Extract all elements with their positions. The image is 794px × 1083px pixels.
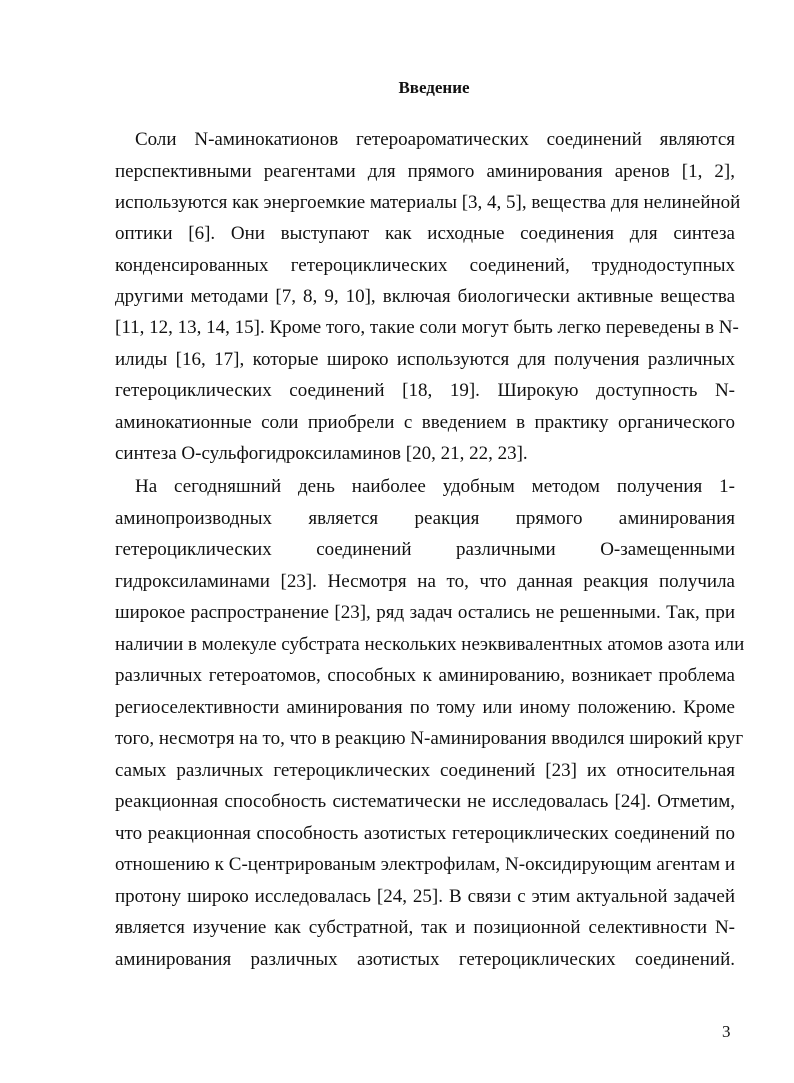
- text-line: другими методами [7, 8, 9, 10], включая биологически активные вещества: [115, 286, 735, 307]
- page-number: 3: [722, 1022, 731, 1041]
- text-line: используются как энергоемкие материалы [3, 4, 5], вещества для нелинейной: [115, 192, 741, 213]
- text-line: протону широко исследовалась [24, 25]. В связи с этим актуальной задачей: [115, 886, 735, 907]
- text-line: На сегодняшний день наиболее удобным методом получения 1-: [135, 476, 735, 497]
- text-line: различных гетероатомов, способных к аминированию, возникает проблема: [115, 665, 735, 686]
- text-line: отношению к С-центрированым электрофилам, N-оксидирующим агентам и: [115, 854, 735, 875]
- text-line: конденсированных гетероциклических соединений, труднодоступных: [115, 255, 735, 276]
- text-line: что реакционная способность азотистых гетероциклических соединений по: [115, 823, 735, 844]
- text-line: илиды [16, 17], которые широко используются для получения различных: [115, 349, 735, 370]
- text-line: наличии в молекуле субстрата нескольких неэквивалентных атомов азота или: [115, 634, 745, 655]
- text-line: гетероциклических соединений различными О-замещенными: [115, 539, 735, 560]
- text-line: самых различных гетероциклических соединений [23] их относительная: [115, 760, 735, 781]
- text-line: региоселективности аминирования по тому или иному положению. Кроме: [115, 697, 735, 718]
- text-line: оптики [6]. Они выступают как исходные соединения для синтеза: [115, 223, 735, 244]
- text-line: синтеза О-сульфогидроксиламинов [20, 21, 22, 23].: [115, 443, 528, 464]
- page-title: Введение: [398, 78, 470, 97]
- text-line: широкое распространение [23], ряд задач остались не решенными. Так, при: [115, 602, 735, 623]
- text-line: того, несмотря на то, что в реакцию N-аминирования вводился широкий круг: [115, 728, 744, 749]
- text-line: является изучение как субстратной, так и позиционной селективности N-: [115, 917, 735, 938]
- text-line: аминокатионные соли приобрели с введением в практику органического: [115, 412, 735, 433]
- text-line: гетероциклических соединений [18, 19]. Широкую доступность N-: [115, 380, 735, 401]
- text-line: Соли N-аминокатионов гетероароматических соединений являются: [135, 129, 735, 150]
- text-line: [11, 12, 13, 14, 15]. Кроме того, такие соли могут быть легко переведены в N-: [115, 317, 739, 338]
- text-line: аминопроизводных является реакция прямого аминирования: [115, 508, 735, 529]
- text-line: перспективными реагентами для прямого аминирования аренов [1, 2],: [115, 161, 735, 182]
- text-line: гидроксиламинами [23]. Несмотря на то, что данная реакция получила: [115, 571, 735, 592]
- text-line: реакционная способность систематически не исследовалась [24]. Отметим,: [115, 791, 735, 812]
- text-line: аминирования различных азотистых гетероциклических соединений.: [115, 949, 735, 970]
